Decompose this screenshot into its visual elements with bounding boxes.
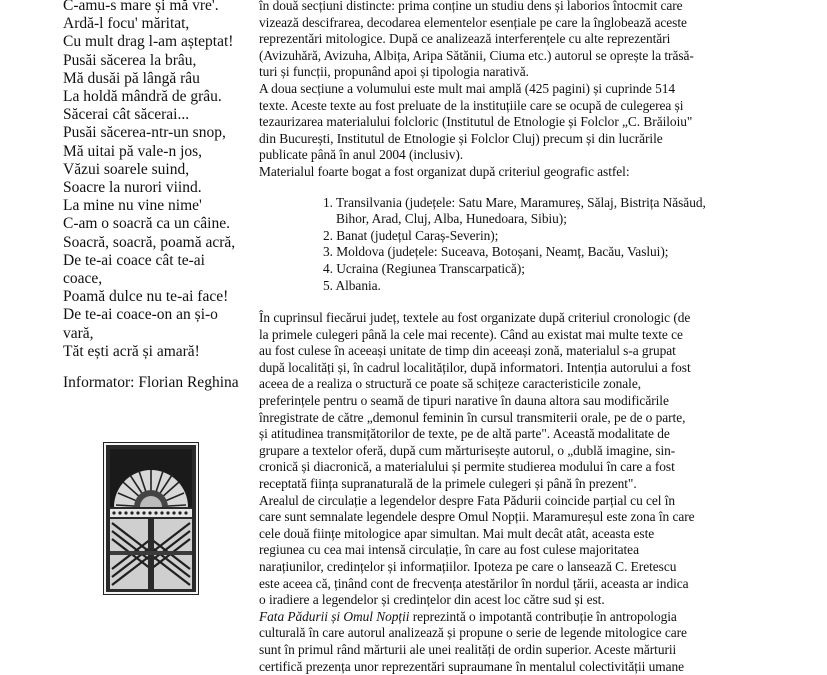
text-line: o iradiere a legendelor și credințelor din acest loc către sud și est. [259, 592, 605, 608]
text-line: înregistrate de către „demonul feminin în cursul transmiterii orale, pe de o parte, [259, 409, 686, 425]
text-line: după localități și, în cadrul localităților, după informatori. Intenția autorului a fost [259, 359, 691, 375]
paragraph-conclusion [259, 609, 721, 675]
text-line: Mă uitai pă vale-n jos, [63, 142, 203, 160]
text-line: Poamă dulce nu te-ai face! [63, 288, 229, 306]
text-line: grupare a textelor oferă, după cum mărturisește autorul, o „dublă imagine, sin- [259, 442, 676, 458]
text-line: în două secțiuni distincte: prima conține un studiu dens și laborios întocmit care [259, 0, 683, 13]
text-line: vară, [63, 324, 94, 342]
region-list [259, 195, 721, 295]
text-line: Ardă-l focu' măritat, [63, 15, 190, 33]
text-line: A doua secțiune a volumului este mult mai amplă (425 pagini) și cuprinde 514 [259, 80, 676, 96]
poem-column [63, 0, 243, 392]
book-title: Fata Pădurii și Omul Nopții [259, 608, 410, 624]
text-line: reprezentări mitologice. După ce analizează interferențele cu alte reprezentări [259, 31, 671, 47]
text-line: Pusăi săcerea-ntr-un snop, [63, 124, 226, 142]
text-line: La mine nu vine nime' [63, 197, 202, 215]
text-line: turi și funcții, propunând apoi și tipologia narativă. [259, 64, 529, 80]
text-line: C-am o soacră ca un câine. [63, 215, 230, 233]
text-line: care sunt semnalate legendele despre Omul Nopții. Maramureșul este zona în care [259, 509, 695, 525]
text-line: Cu mult drag l-am așteptat! [63, 33, 234, 51]
text-line: Văzui soarele suind, [63, 160, 190, 178]
text-line: cele două ființe mitologice apar simultan. Mai mult decât atât, aceasta este [259, 525, 655, 541]
text-line: Mă dusăi pă lângă râu [63, 69, 200, 87]
text-line: De te-ai coace-on an și-o [63, 306, 218, 324]
text-line: coace, [63, 270, 103, 288]
text-line: cronică și diacronică, a materialului și permite studierea modului în care a fost [259, 459, 675, 475]
text-line: au fost culese în aceeași unitate de timp din aceeași zonă, materialul s-a grupat [259, 343, 676, 359]
paragraph-second-section [259, 81, 721, 164]
carved-gate-image [104, 443, 198, 594]
text-line: Săcerai cât săcerai... [63, 106, 190, 124]
text-line: aceea de a realiza o structură ce poate să schițeze caracteristicile zonale, [259, 376, 642, 392]
text-line: receptată ființa supranaturală de la primele culegeri și până în prezent". [259, 476, 637, 492]
text-line: preferințele pentru o seamă de tipuri narative în dauna altora sau modificările [259, 393, 669, 409]
text-line: texte. Aceste texte au fost preluate de la instituțiile care se ocupă de culegerea și [259, 97, 684, 113]
text-line: și atitudinea transmițătorilor de texte, pe de altă parte". Această modalitate de [259, 426, 670, 442]
text-line: culturală în care autorul analizează și propune o serie de legende mitologice care [259, 625, 687, 641]
paragraph-geographic-criterion: Materialul foarte bogat a fost organizat după criteriul geografic astfel: [259, 163, 630, 179]
text-line: narațiunilor, credințelor și informațiilor. Ipoteza pe care o lansează C. Eretescu [259, 559, 677, 574]
paragraph-sections [259, 0, 721, 81]
poem-gap [63, 361, 243, 374]
region-list-line: Bihor, Arad, Cluj, Alba, Hunedoara, Sibiu); [336, 211, 567, 227]
text-line: Soacre la nurori viind. [63, 179, 202, 197]
text-line: publicate până în anul 2004 (inclusiv). [259, 147, 464, 163]
paragraph-chronological [259, 310, 721, 493]
region-list-item [323, 228, 721, 245]
text-line: C-amu-s mare și mă vre'. [63, 0, 219, 14]
poem-lines [63, 0, 243, 361]
region-list-item [323, 195, 721, 228]
text-line: La holdă mândră de grâu. [63, 88, 222, 106]
article-column [259, 0, 721, 675]
region-list-item [323, 244, 721, 261]
region-list-line: 5. Albania. [323, 277, 381, 293]
text-line: la primele culegeri până la cele mai recente). Când au existat mai multe texte ce [259, 326, 683, 342]
text-line: Tăt ești acră și amară! [63, 342, 200, 360]
conclusion-first-line: reprezintă o impotantă contribuție în antropologia [409, 608, 677, 624]
text-line: În cuprinsul fiecărui județ, textele au fost organizate după criteriul cronologic (de [259, 310, 691, 326]
text-line: sunt în primul rând mărturii ale unei realități de ordin superior. Aceste mărturii [259, 641, 677, 657]
text-line: este aceea că, ținând cont de frecvența atestărilor în nordul țării, aceasta ar indica [259, 575, 689, 591]
informator-credit: Informator: Florian Reghina [63, 374, 239, 392]
text-line: Soacră, soacră, poamă acră, [63, 233, 236, 251]
paragraph-circulation-area [259, 493, 721, 609]
text-line: Arealul de circulație a legendelor despre Fata Pădurii coincide parțial cu cel în [259, 492, 676, 508]
text-line: De te-ai coace cât te-ai [63, 251, 205, 269]
region-list-line: 2. Banat (județul Caraș-Severin); [323, 227, 499, 243]
text-line: Pusăi săcerea la brâu, [63, 51, 197, 69]
region-list-item [323, 278, 721, 295]
text-line: certifică prezența unor reprezentări supraumane în mentalul colectivității umane [259, 658, 685, 674]
text-line: vizează descifrarea, decodarea elementelor esențiale pe care la înglobează aceste [259, 14, 687, 30]
region-list-item [323, 261, 721, 278]
text-line: din București, Institutul de Etnologie și Folclor Cluj) precum și din lucrările [259, 130, 663, 146]
region-list-line: 3. Moldova (județele: Suceava, Botoșani, Neamț, Bacău, Vaslui); [323, 244, 669, 260]
carved-wooden-gate-photo [103, 442, 199, 595]
text-line: (Avizuhără, Avizuha, Albița, Aripa Sătănii, Ciuma etc.) autorul se oprește la trăsă- [259, 47, 694, 63]
region-list-line: 4. Ucraina (Regiunea Transcarpatică); [323, 260, 525, 276]
text-line: regiunea cu cea mai intensă circulație, în care au fost culese majoritatea [259, 542, 639, 558]
region-list-line: 1. Transilvania (județele: Satu Mare, Maramureș, Sălaj, Bistrița Năsăud, [323, 194, 706, 210]
text-line: tezaurizarea materialului folcloric (Institutul de Etnologie și Folclor „C. Brăiloiu" [259, 114, 693, 130]
